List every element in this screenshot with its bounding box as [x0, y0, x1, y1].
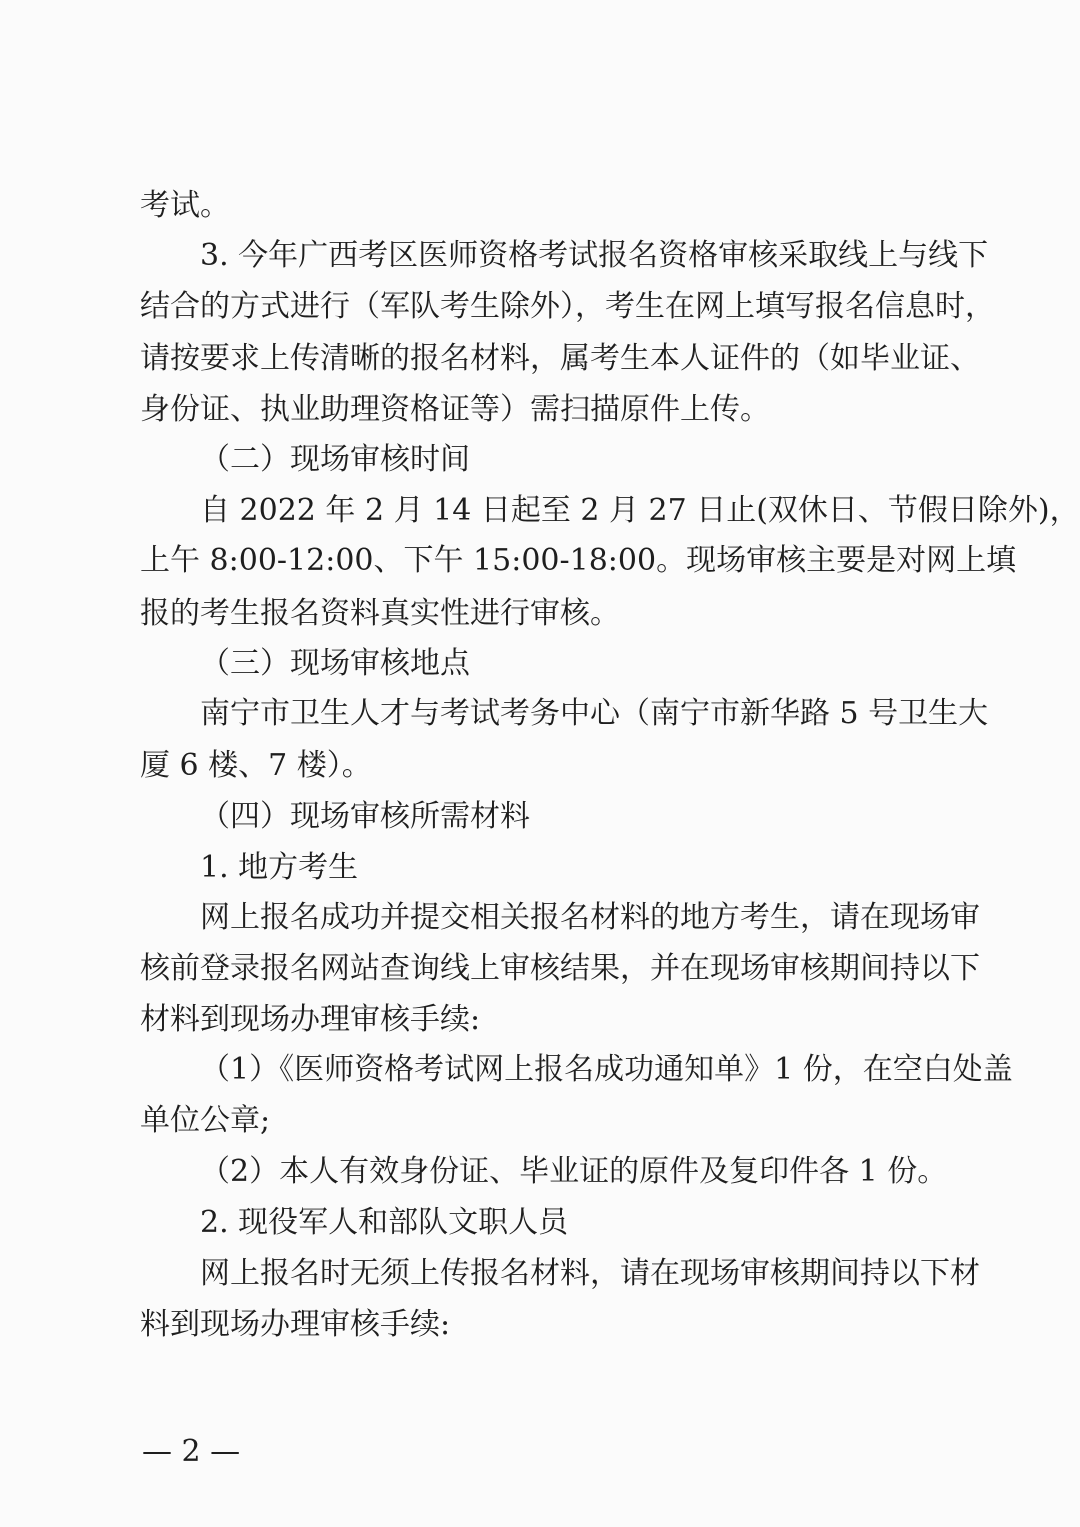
text-line: 网上报名时无须上传报名材料，请在现场审核期间持以下材 [200, 1256, 980, 1291]
text-line: 考试。 [140, 188, 230, 223]
text-line: 请按要求上传清晰的报名材料，属考生本人证件的（如毕业证、 [140, 341, 980, 376]
text-line: （1）《医师资格考试网上报名成功通知单》1 份，在空白处盖 [200, 1052, 1013, 1087]
text-line: 核前登录报名网站查询线上审核结果，并在现场审核期间持以下 [140, 951, 980, 986]
text-line: 材料到现场办理审核手续: [140, 1002, 481, 1037]
text-line: 3. 今年广西考区医师资格考试报名资格审核采取线上与线下 [200, 238, 989, 273]
page-number: — 2 — [142, 1434, 241, 1469]
text-line: 南宁市卫生人才与考试考务中心（南宁市新华路 5 号卫生大 [200, 696, 989, 731]
text-line: 厦 6 楼、7 楼）。 [140, 748, 372, 783]
text-line: 上午 8:00-12:00、下午 15:00-18:00。现场审核主要是对网上填 [140, 543, 1017, 578]
subsection-heading: 1. 地方考生 [200, 850, 359, 885]
subsection-heading: 2. 现役军人和部队文职人员 [200, 1205, 569, 1240]
text-line: 身份证、执业助理资格证等）需扫描原件上传。 [140, 392, 770, 427]
text-line: 结合的方式进行（军队考生除外），考生在网上填写报名信息时， [140, 289, 995, 324]
section-heading: （二）现场审核时间 [200, 442, 470, 477]
section-heading: （四）现场审核所需材料 [200, 799, 530, 834]
text-line: 报的考生报名资料真实性进行审核。 [140, 596, 620, 631]
text-line: （2）本人有效身份证、毕业证的原件及复印件各 1 份。 [200, 1154, 948, 1189]
text-line: 单位公章; [140, 1103, 271, 1138]
text-line: 料到现场办理审核手续: [140, 1307, 451, 1342]
text-line: 自 2022 年 2 月 14 日起至 2 月 27 日止(双休日、节假日除外)， [200, 493, 1080, 528]
section-heading: （三）现场审核地点 [200, 646, 470, 681]
text-line: 网上报名成功并提交相关报名材料的地方考生，请在现场审 [200, 900, 980, 935]
